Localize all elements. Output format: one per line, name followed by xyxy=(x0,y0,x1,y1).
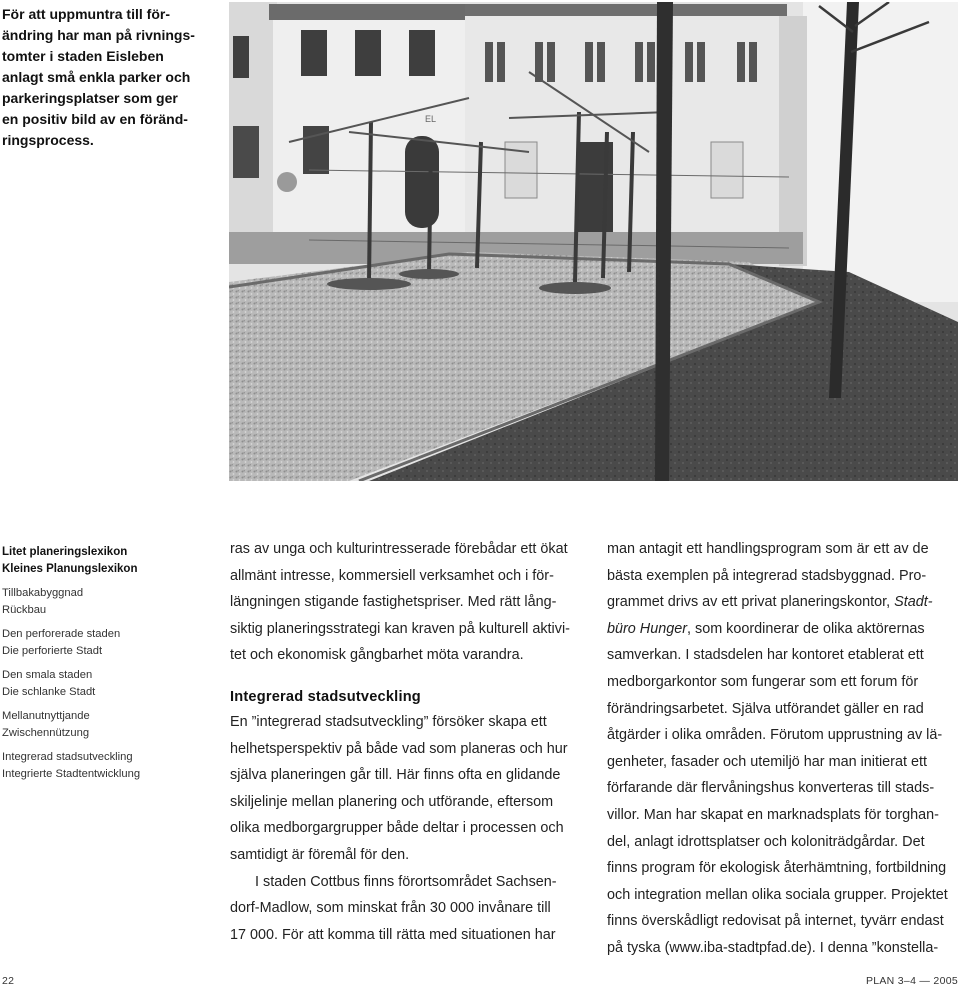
lexicon-term-sv: Den smala staden xyxy=(2,669,93,681)
body-line: helhetsperspektiv på både vad som planeras och hur xyxy=(230,740,568,757)
lexicon-term-sv: Mellanutnyttjande xyxy=(2,710,90,722)
lexicon-term-sv: Tillbakabyggnad xyxy=(2,587,84,599)
lexicon-term-sv: Den perforerade staden xyxy=(2,628,121,640)
italic-name: büro Hunger xyxy=(607,620,687,637)
body-line: på tyska (www.iba-stadtpfad.de). I denna ”konstella- xyxy=(607,939,939,956)
lexicon-term-de: Rückbau xyxy=(2,604,47,616)
lexicon-title-de: Kleines Planungslexikon xyxy=(2,563,138,575)
body-line: samverkan. I stadsdelen har kontoret etablerat ett xyxy=(607,647,924,664)
lexicon-term-sv: Integrerad stadsutveckling xyxy=(2,751,133,763)
lexicon-term-de: Die schlanke Stadt xyxy=(2,686,96,698)
body-line xyxy=(607,616,957,643)
body-column-right xyxy=(607,536,957,962)
body-text: grammet drivs av ett privat planeringskontor, xyxy=(607,594,895,611)
body-text: , som koordinerar de olika aktörernas xyxy=(687,620,925,637)
body-line: villor. Man har skapat en marknadsplats för torghan- xyxy=(607,806,939,823)
body-line: tet och ekonomisk gångbarhet möta varandra. xyxy=(230,647,524,664)
lexicon-entry xyxy=(2,749,217,783)
body-line: finns överskådligt redovisat på internet, tyvärr endast xyxy=(607,913,944,930)
lexicon-entry xyxy=(2,585,217,619)
lexicon-entry xyxy=(2,626,217,660)
page-number: 22 xyxy=(2,975,15,987)
body-line: förfarande där flervåningshus konverteras till stads- xyxy=(607,780,935,797)
body-line: siktig planeringsstrategi kan kraven på kulturell aktivi- xyxy=(230,620,570,637)
caption-line: ändring har man på rivnings- xyxy=(2,27,195,43)
body-line: längningen stigande fastighetspriser. Med rätt lång- xyxy=(230,594,557,611)
lexicon-term-de: Die perforierte Stadt xyxy=(2,645,103,657)
body-line: olika medborgargrupper både deltar i processen och xyxy=(230,820,564,837)
body-line: finns program för ekologisk återhämtning, fortbildning xyxy=(607,860,947,877)
body-line: medborgarkontor som fungerar som ett forum för xyxy=(607,673,919,690)
body-column-middle xyxy=(230,536,590,948)
caption-line: För att uppmuntra till för- xyxy=(2,6,170,22)
body-line: del, anlagt idrottsplatser och koloniträdgårdar. Det xyxy=(607,833,925,850)
lexicon-title-sv: Litet planeringslexikon xyxy=(2,546,128,558)
body-line: åtgärder i olika områden. Förutom upprustning av lä- xyxy=(607,727,943,744)
body-line: förändringsarbetet. Själva utförandet gäller en rad xyxy=(607,700,924,717)
lexicon-term-de: Zwischennützung xyxy=(2,727,90,739)
body-line: 17 000. För att komma till rätta med situationen har xyxy=(230,926,556,943)
body-line: skiljelinje mellan planering och utförande, eftersom xyxy=(230,793,554,810)
wall-sign-text: EL xyxy=(425,114,437,124)
body-line: och integration mellan olika sociala grupper. Projektet xyxy=(607,886,948,903)
caption-line: anlagt små enkla parker och xyxy=(2,69,191,85)
section-heading: Integrerad stadsutveckling xyxy=(230,688,421,705)
planning-lexicon xyxy=(2,544,217,783)
italic-name: Stadt- xyxy=(894,594,933,611)
lexicon-term-de: Integrierte Stadtentwicklung xyxy=(2,768,141,780)
body-line: dorf-Madlow, som minskat från 30 000 invånare till xyxy=(230,900,551,917)
body-line: genheter, fasader och utemiljö har man initierat ett xyxy=(607,753,927,770)
caption-line: tomter i staden Eisleben xyxy=(2,48,164,64)
body-line: En ”integrerad stadsutveckling” försöker skapa ett xyxy=(230,713,547,730)
magazine-issue: PLAN 3–4 — 2005 xyxy=(865,975,958,987)
body-line: allmänt intresse, kommersiell verksamhet och i för- xyxy=(230,567,554,584)
caption-line: parkeringsplatser som ger xyxy=(2,90,178,106)
body-line: I staden Cottbus finns förortsområdet Sachsen- xyxy=(255,873,557,890)
body-line: ras av unga och kulturintresserade förebådar ett ökat xyxy=(230,541,568,557)
caption-line: ringsprocess. xyxy=(2,132,94,148)
body-line: bästa exemplen på integrerad stadsbyggnad. Pro- xyxy=(607,567,927,584)
lexicon-entry xyxy=(2,708,217,742)
body-line: samtidigt är föremål för den. xyxy=(230,846,410,863)
caption-line: en positiv bild av en föränd- xyxy=(2,111,188,127)
body-line: man antagit ett handlingsprogram som är ett av de xyxy=(607,541,929,557)
lexicon-entry xyxy=(2,667,217,701)
photo-caption xyxy=(2,4,217,151)
street-park-photo xyxy=(229,2,958,481)
body-line xyxy=(607,589,957,616)
body-line: själva planeringen går till. Här finns ofta en glidande xyxy=(230,767,561,784)
